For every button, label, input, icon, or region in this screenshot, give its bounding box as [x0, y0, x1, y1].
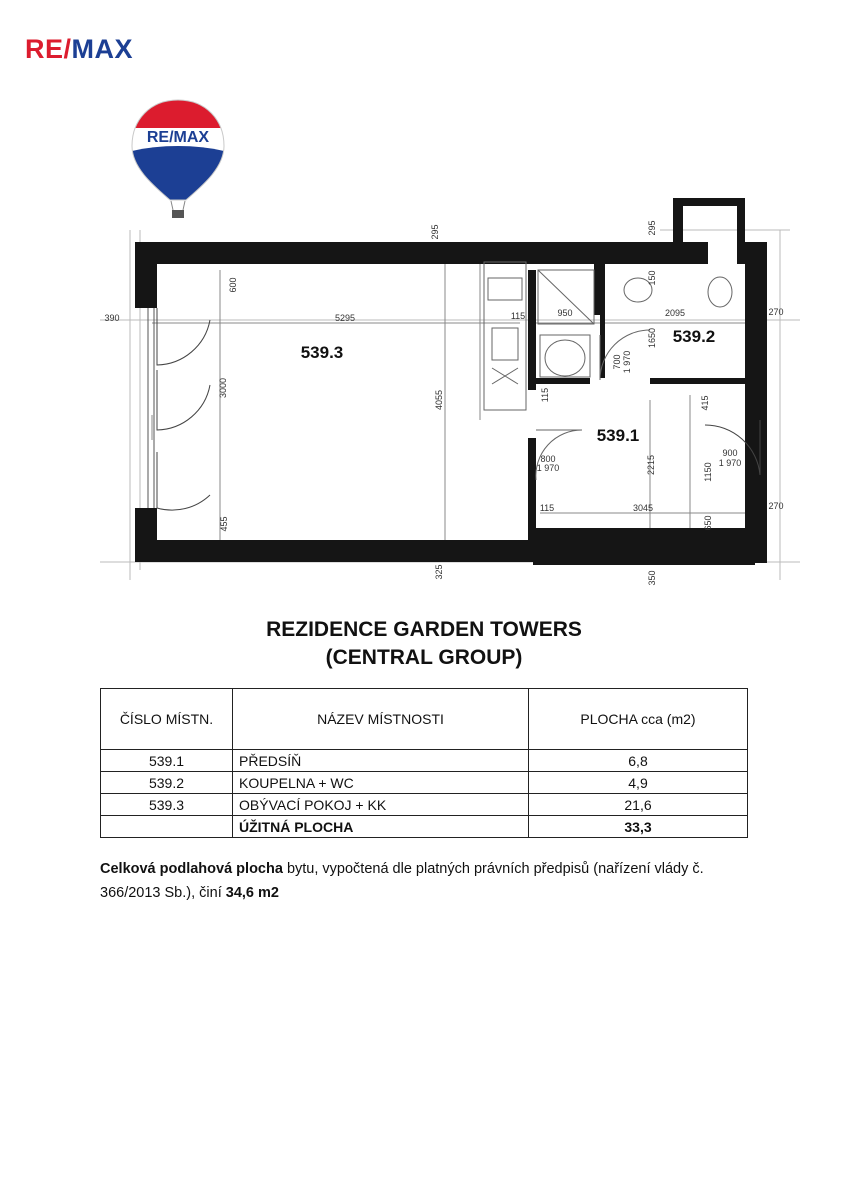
column-header-area: PLOCHA cca (m2) — [529, 689, 748, 750]
dimension-label: 115 — [510, 311, 526, 321]
dimension-label: 150 — [647, 270, 657, 286]
room-name: KOUPELNA + WC — [233, 772, 529, 794]
dimension-label: 1150 — [703, 462, 713, 482]
dimension-label: 1650 — [647, 327, 657, 349]
note-bold-value: 34,6 m2 — [225, 885, 279, 901]
dimension-label: 115 — [540, 387, 550, 403]
dimension-label: 1 970 — [536, 463, 560, 473]
dimension-label: 600 — [228, 277, 238, 293]
dimension-label: 3000 — [218, 377, 228, 399]
dimension-label: 650 — [703, 515, 713, 531]
room-name: PŘEDSÍŇ — [233, 750, 529, 772]
room-area: 6,8 — [529, 750, 748, 772]
table-total-row — [101, 816, 748, 838]
logo-part-re: RE — [25, 34, 64, 64]
project-title: REZIDENCE GARDEN TOWERS — [266, 618, 582, 641]
room-name: OBÝVACÍ POKOJ + KK — [233, 794, 529, 816]
dimension-label: 950 — [557, 308, 573, 318]
room-table — [100, 688, 748, 838]
dimension-label: 700 — [612, 354, 622, 370]
dimension-label: 415 — [700, 395, 710, 411]
dimension-label: 295 — [430, 224, 440, 240]
total-floor-area-note — [100, 857, 740, 905]
dimension-label: 115 — [539, 503, 555, 513]
room-area: 21,6 — [529, 794, 748, 816]
room-label-539-2: 539.2 — [672, 327, 716, 346]
dimension-label: 455 — [219, 516, 229, 532]
dimension-label: 5295 — [334, 313, 356, 323]
logo-slash: / — [63, 34, 72, 64]
table-row — [101, 750, 748, 772]
dimension-label: 800 — [540, 454, 556, 464]
column-header-name: NÁZEV MÍSTNOSTI — [233, 689, 529, 750]
dimension-label: 1 970 — [622, 350, 632, 374]
table-header-row — [101, 689, 748, 750]
room-area: 4,9 — [529, 772, 748, 794]
room-number: 539.2 — [101, 772, 233, 794]
dimension-label: 270 — [768, 307, 784, 317]
dimension-label: 270 — [768, 501, 784, 511]
room-label-539-3: 539.3 — [300, 343, 344, 362]
dimension-label: 350 — [647, 570, 657, 586]
dimension-label: 3045 — [632, 503, 654, 513]
dimension-label: 2215 — [646, 454, 656, 476]
dimension-label: 1 970 — [718, 458, 742, 468]
table-row — [101, 772, 748, 794]
total-label: ÚŽITNÁ PLOCHA — [233, 816, 529, 838]
project-subtitle: (CENTRAL GROUP) — [325, 646, 523, 669]
table-row — [101, 794, 748, 816]
dimension-label: 325 — [434, 564, 444, 580]
floor-plan — [100, 190, 800, 590]
remax-logo — [25, 36, 133, 63]
balloon-logo-text: RE/MAX — [146, 129, 210, 146]
room-number: 539.3 — [101, 794, 233, 816]
logo-part-max: MAX — [71, 34, 134, 64]
dimension-label: 4055 — [434, 389, 444, 411]
dimension-label: 900 — [722, 448, 738, 458]
dimension-label: 390 — [104, 313, 120, 323]
column-header-number: ČÍSLO MÍSTN. — [101, 689, 233, 750]
room-label-539-1: 539.1 — [596, 426, 640, 445]
total-area: 33,3 — [529, 816, 748, 838]
total-number-empty — [101, 816, 233, 838]
room-number: 539.1 — [101, 750, 233, 772]
dimension-label: 2095 — [664, 308, 686, 318]
note-bold-lead: Celková podlahová plocha — [100, 861, 283, 877]
note-text: bytu, vypočtená dle platných právních předpisů (nařízení vlády č. 366/2013 Sb.), činí — [100, 861, 704, 901]
dimension-label: 295 — [647, 220, 657, 236]
